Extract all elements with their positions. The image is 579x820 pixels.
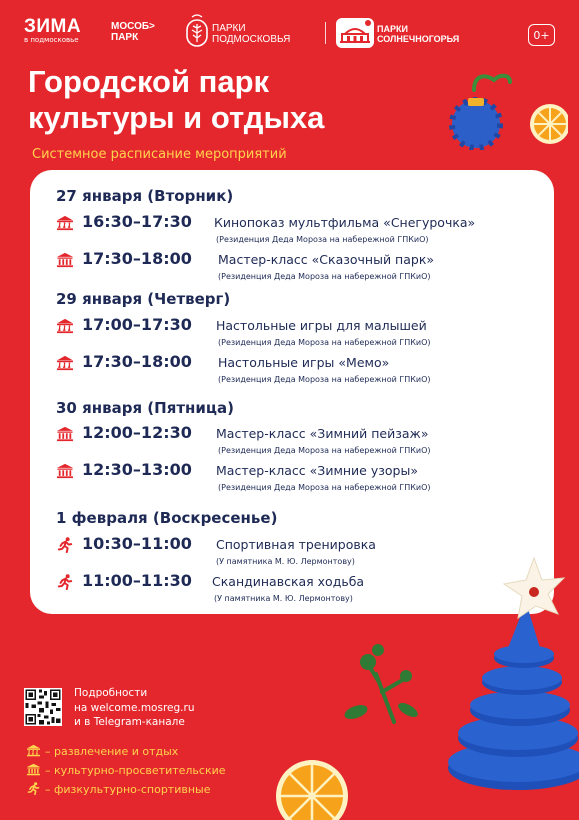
event-location: (Резиденция Деда Мороза на набережной ГПКиО): [218, 338, 431, 347]
event-name: Мастер-класс «Зимний пейзаж»: [216, 426, 429, 441]
day-heading: 1 февраля (Воскресенье): [56, 509, 278, 527]
more-info-line3: и в Telegram-канале: [74, 716, 185, 728]
parki-logo-line2: ПОДМОСКОВЬЯ: [212, 34, 291, 45]
event-time: 17:00–17:30: [82, 315, 192, 334]
event-location: (У памятника М. Ю. Лермонтову): [214, 594, 353, 603]
entertainment-icon: [56, 215, 74, 231]
event-time: 12:00–12:30: [82, 423, 192, 442]
mosobpark-logo-line2: ПАРК: [111, 32, 139, 43]
page-title-line1: Городской парк: [28, 64, 270, 99]
entertainment-icon: [56, 318, 74, 334]
event-time: 17:30–18:00: [82, 249, 192, 268]
solnech-logo-text: [377, 24, 459, 44]
event-time: 11:00–11:30: [82, 571, 192, 590]
event-location: (Резиденция Деда Мороза на набережной ГПКиО): [218, 483, 431, 492]
runner-icon: [56, 574, 74, 590]
event-location: (Резиденция Деда Мороза на набережной ГПКиО): [216, 235, 429, 244]
parki-logo-text: [212, 23, 290, 45]
legend-text: – физкультурно-спортивные: [45, 783, 211, 796]
page-subtitle: Системное расписание мероприятий: [32, 147, 287, 162]
solnech-logo-line1: ПАРКИ: [377, 24, 408, 34]
event-name: Кинопоказ мультфильма «Снегурочка»: [214, 215, 476, 230]
tree-leaf-icon: [186, 14, 208, 48]
christmas-tree-decoration: [268, 552, 579, 820]
event-name: Спортивная тренировка: [216, 537, 376, 552]
museum-icon: [26, 763, 41, 776]
page-title: [28, 64, 324, 136]
parki-podmoskovya-logo: [186, 14, 291, 52]
mosobpark-logo-line1: МОСОБ>: [111, 21, 155, 32]
museum-icon: [56, 252, 74, 268]
parki-logo-line1: ПАРКИ: [212, 23, 246, 34]
zima-logo-text: ЗИМА: [24, 16, 82, 37]
day-heading: 29 января (Четверг): [56, 290, 231, 308]
event-name: Настольные игры «Мемо»: [218, 355, 390, 370]
mosobpark-logo: [111, 21, 155, 43]
zima-logo: [24, 18, 81, 44]
solnech-logo-line2: СОЛНЕЧНОГОРЬЯ: [377, 34, 460, 44]
header: [0, 0, 579, 60]
qr-code-icon: [24, 688, 62, 726]
event-time: 12:30–13:00: [82, 460, 192, 479]
museum-icon: [56, 426, 74, 442]
legend-text: – развлечение и отдых: [45, 745, 179, 758]
event-location: (У памятника М. Ю. Лермонтову): [216, 557, 355, 566]
legend-item-entertainment: [26, 744, 178, 758]
entertainment-icon: [26, 744, 41, 757]
legend-item-sport: [26, 782, 211, 796]
event-time: 10:30–11:00: [82, 534, 192, 553]
more-info-line1: Подробности: [74, 687, 148, 699]
event-location: (Резиденция Деда Мороза на набережной ГПКиО): [218, 446, 431, 455]
event-time: 17:30–18:00: [82, 352, 192, 371]
age-rating-badge: 0+: [528, 24, 555, 46]
schedule-card: [30, 170, 554, 614]
ornament-decoration: [448, 58, 568, 150]
event-name: Мастер-класс «Сказочный парк»: [218, 252, 435, 267]
event-name: Скандинавская ходьба: [212, 574, 365, 589]
event-name: Настольные игры для малышей: [216, 318, 427, 333]
runner-icon: [56, 537, 74, 553]
park-building-icon: [335, 14, 375, 50]
zima-logo-subtext: в подмосковье: [24, 36, 79, 44]
event-time: 16:30–17:30: [82, 212, 192, 231]
legend-item-culture: [26, 763, 226, 777]
page-title-line2: культуры и отдыха: [28, 100, 325, 135]
legend-text: – культурно-просветительские: [45, 764, 226, 777]
day-heading: 27 января (Вторник): [56, 187, 234, 205]
event-location: (Резиденция Деда Мороза на набережной ГПКиО): [218, 272, 431, 281]
logo-divider: [325, 22, 326, 44]
event-name: Мастер-класс «Зимние узоры»: [216, 463, 418, 478]
more-info-text: [74, 686, 194, 730]
qr-code[interactable]: [24, 688, 62, 726]
parki-solnechnogorya-logo: [335, 14, 460, 54]
day-heading: 30 января (Пятница): [56, 399, 235, 417]
runner-icon: [26, 782, 41, 795]
event-location: (Резиденция Деда Мороза на набережной ГПКиО): [218, 375, 431, 384]
more-info-link[interactable]: на welcome.mosreg.ru: [74, 701, 195, 714]
museum-icon: [56, 463, 74, 479]
entertainment-icon: [56, 355, 74, 371]
